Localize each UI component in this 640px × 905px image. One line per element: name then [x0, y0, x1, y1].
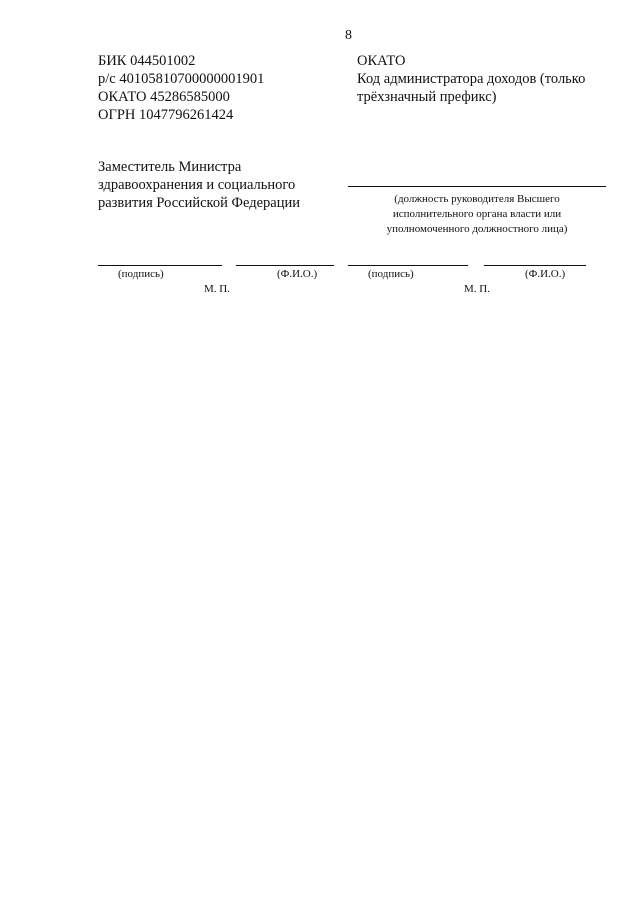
right-signature-line — [348, 265, 468, 266]
left-name-label: (Ф.И.О.) — [277, 268, 318, 280]
position-line-1: Заместитель Министра — [98, 159, 242, 175]
right-name-line — [484, 265, 586, 266]
right-position-caption — [348, 192, 606, 237]
caption-line-1: (должность руководителя Высшего — [394, 193, 560, 205]
right-name-label: (Ф.И.О.) — [525, 268, 566, 280]
right-signature-label: (подпись) — [368, 268, 414, 280]
account-line: р/с 40105810700000001901 — [98, 71, 265, 87]
right-requisites — [357, 52, 617, 106]
page-number: 8 — [345, 28, 352, 43]
right-stamp-label: М. П. — [464, 283, 490, 295]
admin-code-line-1: Код администратора доходов (только — [357, 71, 586, 87]
okato-line: ОКАТО 45286585000 — [98, 89, 230, 105]
caption-line-3: уполномоченного должностного лица) — [386, 223, 568, 235]
ogrn-line: ОГРН 1047796261424 — [98, 107, 234, 123]
position-line-3: развития Российской Федерации — [98, 195, 300, 211]
bik-line: БИК 044501002 — [98, 53, 196, 69]
left-signature-line — [98, 265, 222, 266]
left-stamp-label: М. П. — [204, 283, 230, 295]
left-signature-label: (подпись) — [118, 268, 164, 280]
position-line-2: здравоохранения и социального — [98, 177, 296, 193]
caption-line-2: исполнительного органа власти или — [392, 208, 562, 220]
right-position-underline — [348, 186, 606, 187]
left-official-position — [98, 158, 338, 212]
left-name-line — [236, 265, 334, 266]
left-requisites — [98, 52, 338, 124]
admin-code-line-2: трёхзначный префикс) — [357, 89, 497, 105]
okato-label: ОКАТО — [357, 53, 406, 69]
